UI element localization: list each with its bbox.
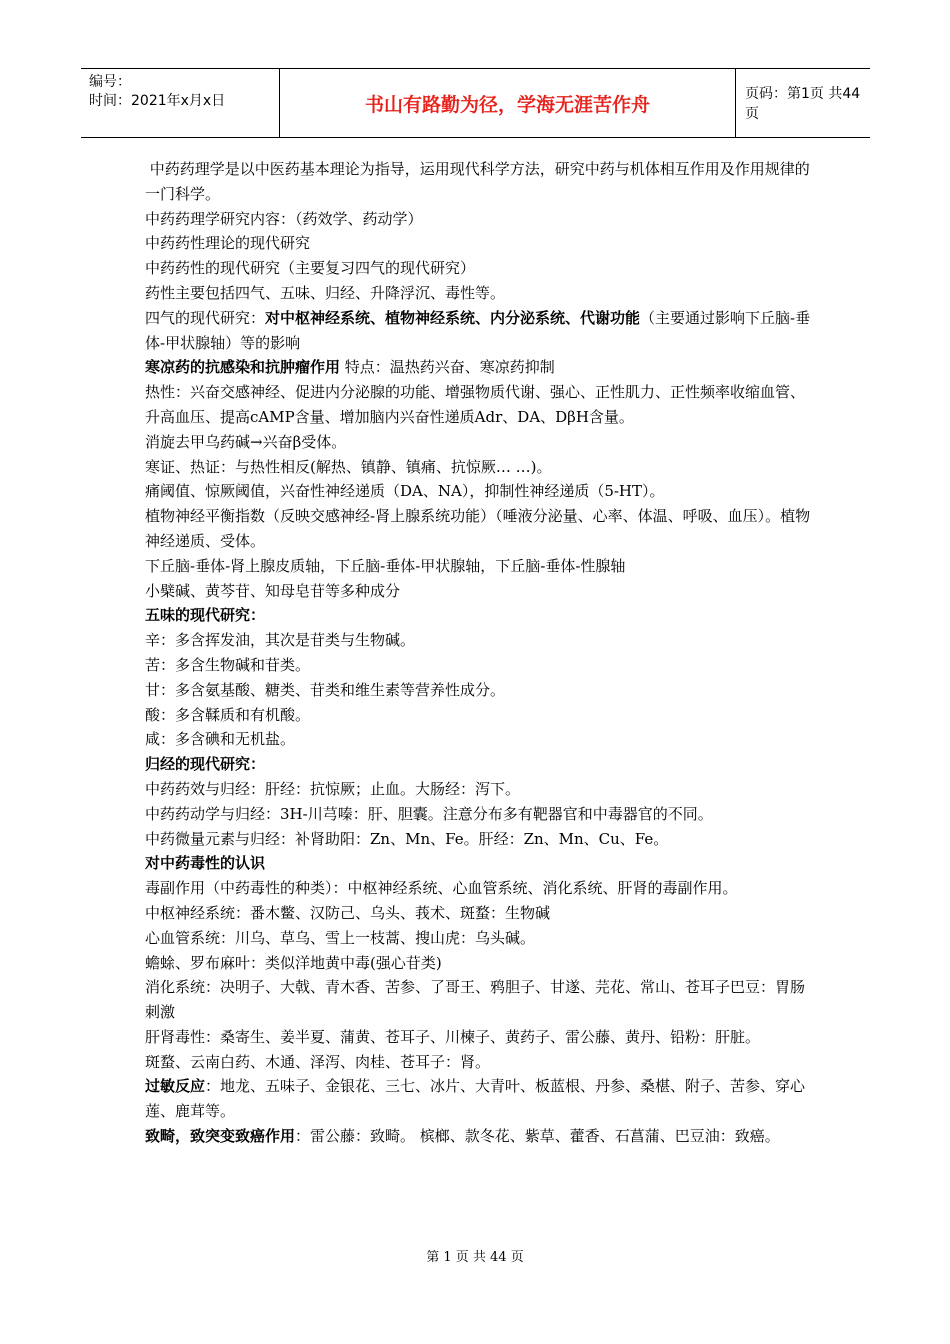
paragraph: 寒凉药的抗感染和抗肿瘤作用 特点：温热药兴奋、寒凉药抑制: [145, 358, 555, 377]
paragraph: 斑蝥、云南白药、木通、泽泻、肉桂、苍耳子：肾。: [145, 1052, 491, 1071]
paragraph: 痛阈值、惊厥阈值，兴奋性神经递质（DA、NA），抑制性神经递质（5-HT）。: [145, 482, 665, 501]
code-label: 编号：: [89, 74, 131, 90]
page-header: [81, 68, 870, 138]
section-heading: 归经的现代研究：: [145, 755, 266, 774]
header-meta: [81, 69, 279, 137]
paragraph: 过敏反应：地龙、五味子、金银花、三七、冰片、大青叶、板蓝根、丹参、桑椹、附子、苦参、穿心莲、鹿茸等。: [145, 1077, 806, 1121]
paragraph: 肝肾毒性：桑寄生、姜半夏、蒲黄、苍耳子、川楝子、黄药子、雷公藤、黄丹、铅粉：肝脏。: [145, 1027, 761, 1046]
paragraph: 药性主要包括四气、五味、归经、升降浮沉、毒性等。: [145, 283, 506, 302]
paragraph: 中药药理学研究内容：（药效学、药动学）: [145, 209, 423, 228]
section-heading: 过敏反应: [145, 1077, 206, 1096]
paragraph: 毒副作用（中药毒性的种类）：中枢神经系统、心血管系统、消化系统、肝肾的毒副作用。: [145, 879, 738, 898]
paragraph: 中药药性的现代研究（主要复习四气的现代研究）: [145, 259, 476, 278]
paragraph: 致畸，致突变致癌作用：雷公藤：致畸。 槟榔、款冬花、紫草、藿香、石菖蒲、巴豆油：致癌。: [145, 1127, 780, 1146]
paragraph: 中药微量元素与归经：补肾助阳：Zn、Mn、Fe。肝经：Zn、Mn、Cu、Fe。: [145, 829, 669, 848]
paragraph: 四气的现代研究：对中枢神经系统、植物神经系统、内分泌系统、代谢功能（主要通过影响下丘脑-垂体-甲状腺轴）等的影响: [145, 308, 811, 352]
paragraph: 中药药性理论的现代研究: [145, 234, 311, 253]
paragraph: 辛：多含挥发油，其次是苷类与生物碱。: [145, 631, 416, 650]
paragraph: 下丘脑-垂体-肾上腺皮质轴，下丘脑-垂体-甲状腺轴，下丘脑-垂体-性腺轴: [145, 556, 626, 575]
document-body: [145, 157, 815, 1149]
section-heading: 致畸，致突变致癌作用: [145, 1127, 296, 1146]
paragraph: 心血管系统：川乌、草乌、雪上一枝蒿、搜山虎：乌头碱。: [145, 928, 536, 947]
header-page-info: 页码：第1页 共44页: [745, 86, 861, 122]
paragraph: 热性：兴奋交感神经、促进内分泌腺的功能、增强物质代谢、强心、正性肌力、正性频率收缩血管、升高血压、提高cAMP含量、增加脑内兴奋性递质Adr、DA、DβH含量。: [145, 383, 806, 426]
section-heading: 对中药毒性的认识: [145, 854, 266, 873]
paragraph: 中枢神经系统：番木鳖、汉防己、乌头、莪术、斑蝥：生物碱: [145, 903, 551, 922]
paragraph: 苦：多含生物碱和苷类。: [145, 655, 311, 674]
intro-paragraph: 中药药理学是以中医药基本理论为指导，运用现代科学方法，研究中药与机体相互作用及作用规律的一门科学。: [145, 160, 810, 203]
time-label: 时间：2021年x月x日: [89, 93, 226, 109]
paragraph: 蟾蜍、罗布麻叶：类似洋地黄中毒(强心苷类): [145, 953, 442, 972]
paragraph: 中药药效与归经：肝经：抗惊厥；止血。大肠经：泻下。: [145, 779, 521, 798]
page-footer: 第 1 页 共 44 页: [426, 1250, 524, 1265]
section-heading: 寒凉药的抗感染和抗肿瘤作用: [145, 358, 341, 377]
paragraph: 植物神经平衡指数（反映交感神经-肾上腺系统功能）（唾液分泌量、心率、体温、呼吸、血压）。植物神经递质、受体。: [145, 507, 811, 550]
section-heading: 五味的现代研究：: [145, 606, 266, 625]
paragraph: 甘：多含氨基酸、糖类、苷类和维生素等营养性成分。: [145, 680, 506, 699]
paragraph: 酸：多含鞣质和有机酸。: [145, 705, 311, 724]
paragraph: 消旋去甲乌药碱→兴奋β受体。: [145, 432, 347, 451]
paragraph: 中药药动学与归经：3H-川芎嗪：肝、胆囊。注意分布多有靶器官和中毒器官的不同。: [145, 804, 713, 823]
paragraph: 消化系统：决明子、大戟、青木香、苦参、了哥王、鸦胆子、甘遂、芫花、常山、苍耳子巴豆：胃肠刺激: [145, 978, 806, 1022]
header-motto: 书山有路勤为径，学海无涯苦作舟: [279, 69, 736, 137]
paragraph: 小檗碱、黄芩苷、知母皂苷等多种成分: [145, 581, 401, 600]
emphasis: 对中枢神经系统、植物神经系统、内分泌系统、代谢功能: [265, 308, 641, 327]
paragraph: 寒证、热证：与热性相反(解热、镇静、镇痛、抗惊厥… …)。: [145, 457, 552, 476]
paragraph: 咸：多含碘和无机盐。: [145, 730, 296, 749]
